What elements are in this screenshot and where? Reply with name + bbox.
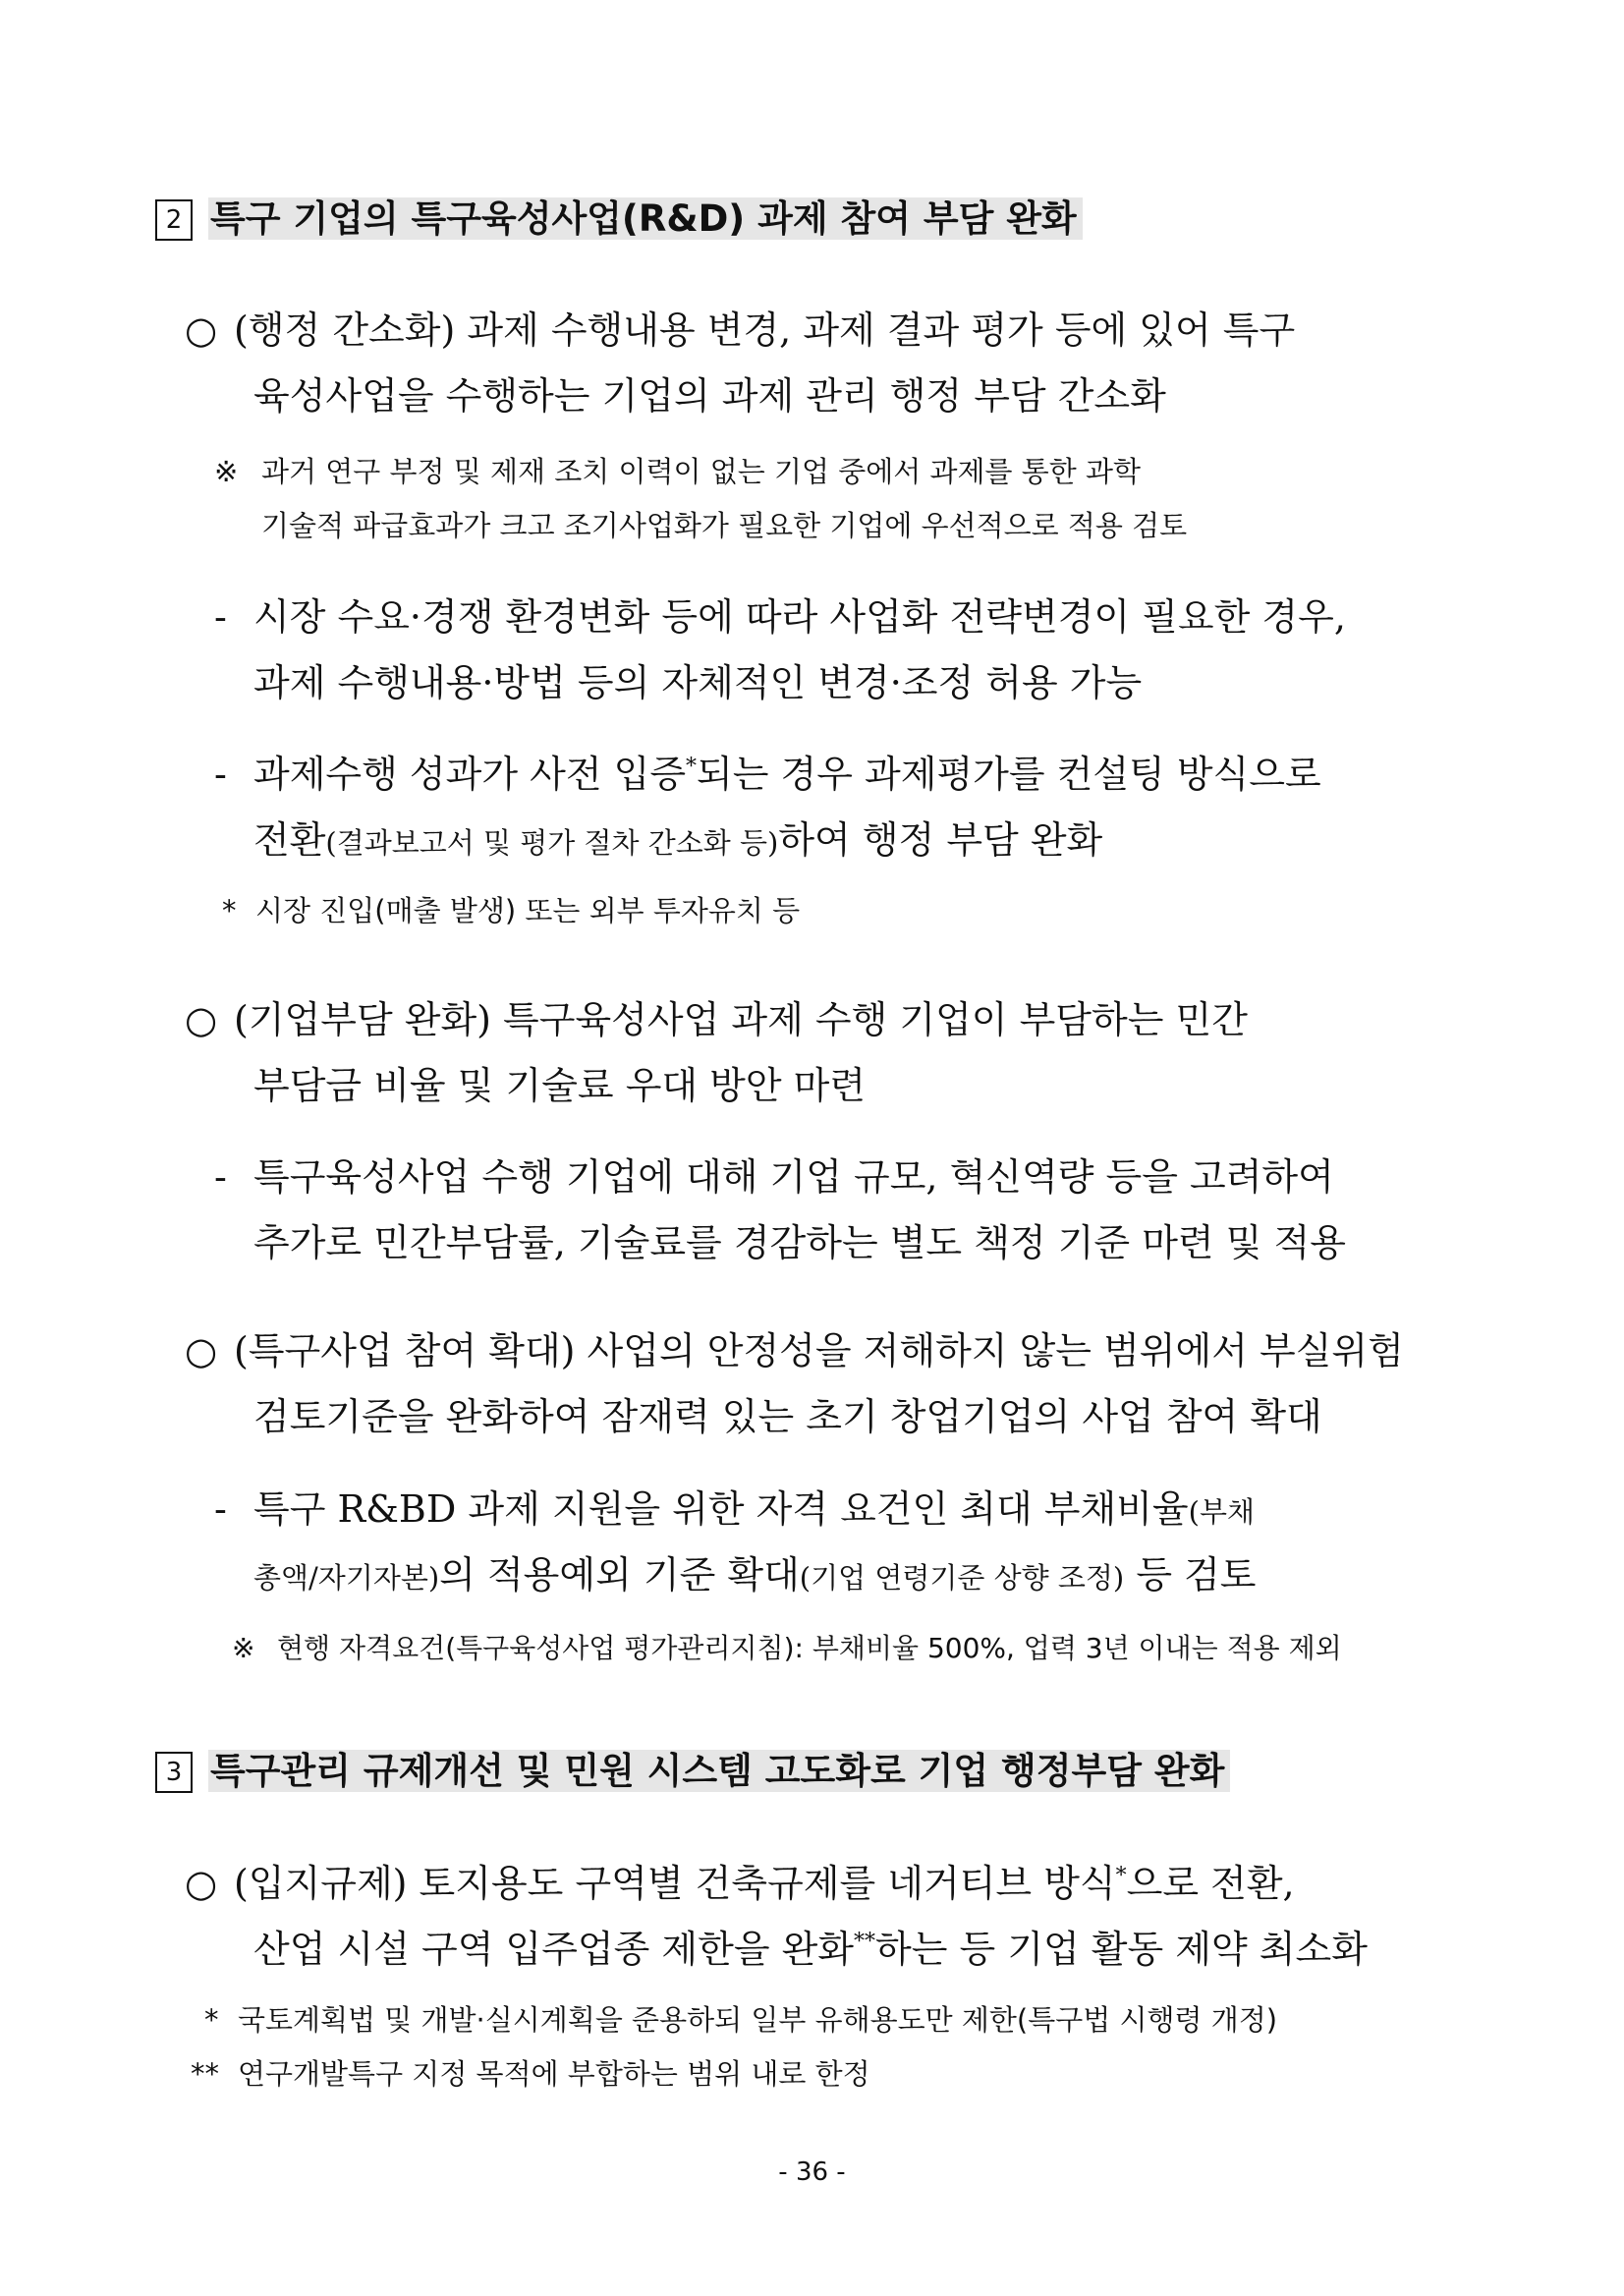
reference-mark: ※ xyxy=(214,455,239,488)
section-number-box: 3 xyxy=(155,1752,193,1793)
section-title: 특구관리 규제개선 및 민원 시스템 고도화로 기업 행정부담 완화 xyxy=(208,1750,1230,1792)
text: 특구육성사업 수행 기업에 대해 기업 규모, 혁신역량 등을 고려하여 xyxy=(253,1155,1334,1199)
text: 연구개발특구 지정 목적에 부합하는 범위 내로 한정 xyxy=(238,2057,870,2091)
footnote-mark: * xyxy=(1115,1864,1127,1888)
sub-item-line xyxy=(214,744,1321,798)
sub-item-line xyxy=(253,652,1142,706)
sub-item-line xyxy=(214,1479,1255,1533)
text: 과제수행 성과가 사전 입증 xyxy=(253,753,687,796)
note-line xyxy=(261,504,1187,544)
circle-bullet: ○ xyxy=(185,1329,218,1372)
paragraph-line xyxy=(253,1386,1322,1440)
text: 시장 수요·경쟁 환경변화 등에 따라 사업화 전략변경이 필요한 경우, xyxy=(253,595,1346,639)
text: 과거 연구 부정 및 제재 조치 이력이 없는 기업 중에서 과제를 통한 과학 xyxy=(261,455,1142,488)
section-heading-2 xyxy=(155,189,1083,242)
text: 검토기준을 완화하여 잠재력 있는 초기 창업기업의 사업 참여 확대 xyxy=(253,1395,1322,1438)
text: 으로 전환, xyxy=(1126,1862,1295,1905)
text: 부담금 비율 및 기술료 우대 방안 마련 xyxy=(253,1064,867,1107)
text: 현행 자격요건(특구육성사업 평가관리지침): 부채비율 500%, 업력 3년 이내는 적용 제외 xyxy=(277,1632,1342,1664)
section-title: 특구 기업의 특구육성사업(R&D) 과제 참여 부담 완화 xyxy=(208,197,1083,240)
text: 국토계획법 및 개발·실시계획을 준용하되 일부 유해용도만 제한(특구법 시행령 개정) xyxy=(238,2003,1278,2037)
text: 육성사업을 수행하는 기업의 과제 관리 행정 부담 간소화 xyxy=(253,374,1166,418)
text: (입지규제) 토지용도 구역별 건축규제를 네거티브 방식 xyxy=(234,1862,1116,1905)
note-line xyxy=(214,450,1141,490)
paragraph-line xyxy=(253,1919,1368,1973)
footnote-mark: * xyxy=(686,755,698,779)
paragraph-line xyxy=(185,989,1248,1043)
dash-bullet: - xyxy=(214,1487,227,1531)
text: 시장 진입(매출 발생) 또는 외부 투자유치 등 xyxy=(255,894,801,927)
paragraph-line xyxy=(185,300,1295,354)
dash-bullet: - xyxy=(214,595,227,639)
text-small: (결과보고서 및 평가 절차 간소화 등) xyxy=(325,826,779,860)
footnote-mark: ** xyxy=(854,1930,876,1954)
footnote-line xyxy=(222,889,800,929)
reference-mark: ※ xyxy=(232,1632,255,1664)
sub-item-line xyxy=(253,1544,1257,1598)
text: (기업부담 완화) 특구육성사업 과제 수행 기업이 부담하는 민간 xyxy=(234,998,1248,1041)
text-small: (부채 xyxy=(1188,1495,1255,1529)
text: (행정 간소화) 과제 수행내용 변경, 과제 결과 평가 등에 있어 특구 xyxy=(234,308,1296,352)
text-small: 총액/자기자본) xyxy=(253,1561,440,1595)
text: 추가로 민간부담률, 기술료를 경감하는 별도 책정 기준 마련 및 적용 xyxy=(253,1221,1346,1264)
paragraph-line xyxy=(253,365,1166,420)
sub-item-line xyxy=(253,1212,1346,1266)
sub-item-line xyxy=(214,1147,1334,1201)
footnote-mark: * xyxy=(222,894,237,927)
paragraph-line xyxy=(253,1055,866,1109)
section-heading-3 xyxy=(155,1741,1230,1794)
dash-bullet: - xyxy=(214,1155,227,1199)
dash-bullet: - xyxy=(214,753,227,796)
footnote-mark: * xyxy=(204,2003,219,2037)
sub-item-line xyxy=(214,587,1346,641)
text: 과제 수행내용·방법 등의 자체적인 변경·조정 허용 가능 xyxy=(253,661,1143,704)
text: 전환 xyxy=(253,818,326,862)
paragraph-line xyxy=(185,1320,1404,1374)
page-number: - 36 - xyxy=(778,2157,846,2187)
note-line xyxy=(232,1627,1342,1666)
text: 하는 등 기업 활동 제약 최소화 xyxy=(875,1928,1368,1971)
circle-bullet: ○ xyxy=(185,308,218,352)
circle-bullet: ○ xyxy=(185,1862,218,1905)
text: 하여 행정 부담 완화 xyxy=(778,818,1103,862)
section-number-box: 2 xyxy=(155,199,193,241)
sub-item-line xyxy=(253,810,1102,864)
text: 등 검토 xyxy=(1124,1553,1257,1596)
text: 특구 R&BD 과제 지원을 위한 자격 요건인 최대 부채비율 xyxy=(253,1487,1189,1531)
footnote-line xyxy=(204,1998,1277,2039)
text: 산업 시설 구역 입주업종 제한을 완화 xyxy=(253,1928,855,1971)
text: 의 적용예외 기준 확대 xyxy=(439,1553,800,1596)
footnote-line xyxy=(191,2052,870,2093)
paragraph-line xyxy=(185,1853,1295,1907)
circle-bullet: ○ xyxy=(185,998,218,1041)
text: 되는 경우 과제평가를 컨설팅 방식으로 xyxy=(697,753,1321,796)
footnote-mark: ** xyxy=(191,2057,219,2091)
text: 기술적 파급효과가 크고 조기사업화가 필요한 기업에 우선적으로 적용 검토 xyxy=(261,509,1188,542)
text: (특구사업 참여 확대) 사업의 안정성을 저해하지 않는 범위에서 부실위험 xyxy=(234,1329,1404,1372)
text-small: (기업 연령기준 상향 조정) xyxy=(799,1561,1125,1595)
